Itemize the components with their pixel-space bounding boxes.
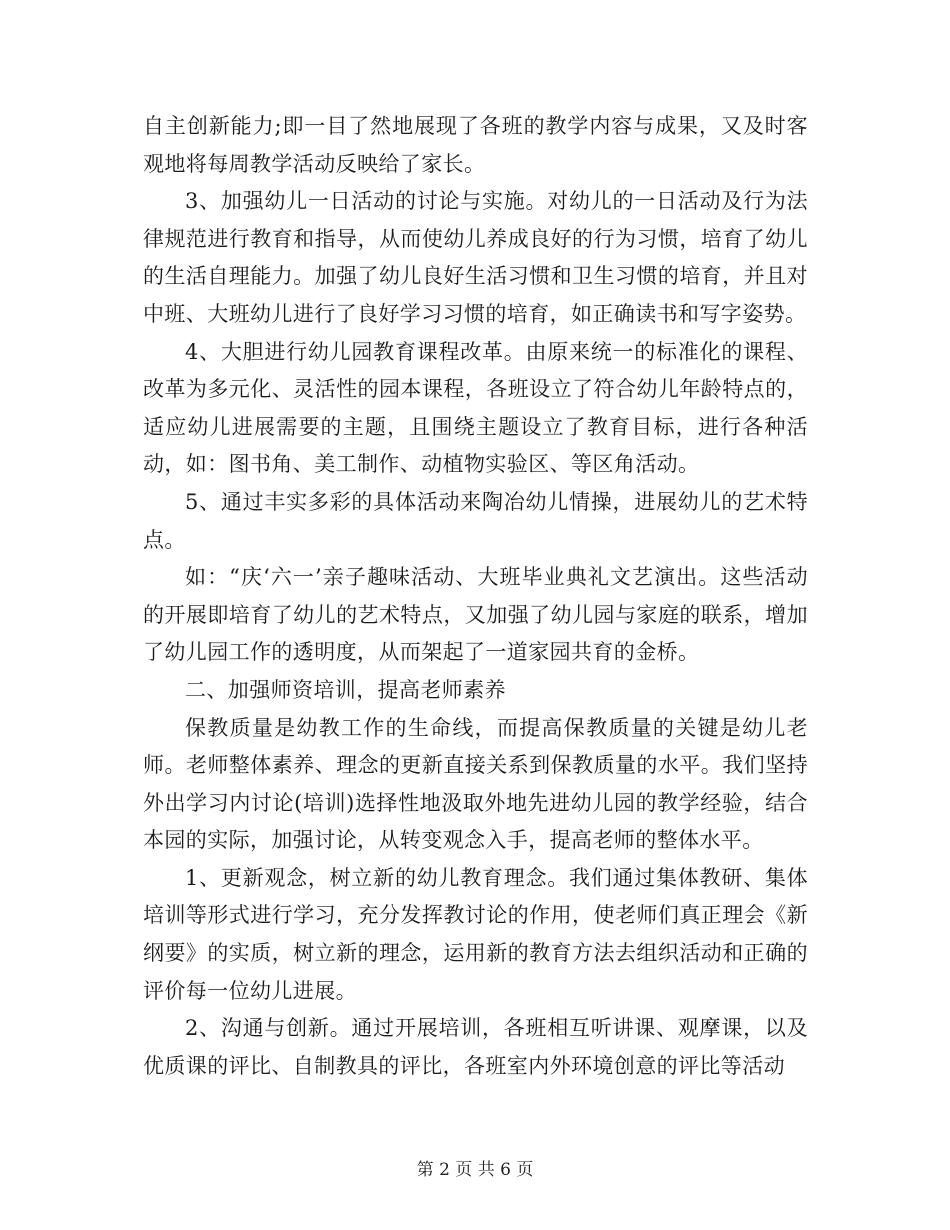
paragraph-5: 如：“庆‘六一’亲子趣味活动、大班毕业典礼文艺演出。这些活动的开展即培育了幼儿的艺术特点，又加强了幼儿园与家庭的联系，增加了幼儿园工作的透明度，从而架起了一道家园共育的金桥。 <box>143 565 808 665</box>
paragraph-7: 保教质量是幼教工作的生命线，而提高保教质量的关键是幼儿老师。老师整体素养、理念的更新直接关系到保教质量的水平。我们坚持外出学习内讨论(培训)选择性地汲取外地先进幼儿园的教学经验，结合本园的实际，加强讨论，从转变观念入手，提高老师的整体水平。 <box>143 715 808 853</box>
paragraph-2: 3、加强幼儿一日活动的讨论与实施。对幼儿的一日活动及行为法律规范进行教育和指导，从而使幼儿养成良好的行为习惯，培育了幼儿的生活自理能力。加强了幼儿良好生活习惯和卫生习惯的培育，并且对中班、大班幼儿进行了良好学习习惯的培育，如正确读书和写字姿势。 <box>143 189 808 326</box>
paragraph-4: 5、通过丰实多彩的具体活动来陶冶幼儿情操，进展幼儿的艺术特点。 <box>143 489 808 552</box>
document-body <box>143 108 808 1085</box>
paragraph-8: 1、更新观念，树立新的幼儿教育理念。我们通过集体教研、集体培训等形式进行学习，充分发挥教讨论的作用，使老师们真正理会《新纲要》的实质，树立新的理念，运用新的教育方法去组织活动和正确的评价每一位幼儿进展。 <box>143 865 808 1003</box>
paragraph-1: 自主创新能力;即一目了然地展现了各班的教学内容与成果，又及时客观地将每周教学活动反映给了家长。 <box>143 114 808 176</box>
section-heading: 二、加强师资培训，提高老师素养 <box>185 677 506 702</box>
paragraph-9: 2、沟通与创新。通过开展培训，各班相互听讲课、观摩课，以及优质课的评比、自制教具的评比，各班室内外环境创意的评比等活动 <box>143 1016 808 1078</box>
page-number-footer: 第 2 页 共 6 页 <box>416 1160 534 1180</box>
paragraph-3: 4、大胆进行幼儿园教育课程改革。由原来统一的标准化的课程、改革为多元化、灵活性的园本课程，各班设立了符合幼儿年龄特点的，适应幼儿进展需要的主题，且围绕主题设立了教育目标，进行各种活动，如：图书角、美工制作、动植物实验区、等区角活动。 <box>143 339 808 477</box>
